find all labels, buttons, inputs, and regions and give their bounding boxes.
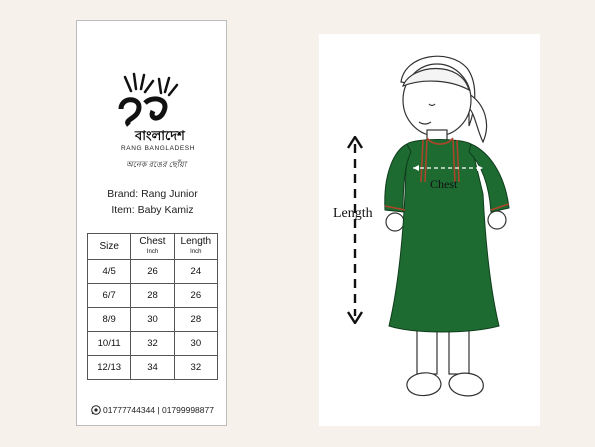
contact-numbers: 01777744344 | 01799998877: [103, 405, 214, 415]
logo-subtitle: RANG BANGLADESH: [121, 145, 196, 152]
header-unit: Inch: [146, 248, 159, 255]
cell-length: 26: [174, 284, 217, 308]
cell-chest: 26: [131, 260, 174, 284]
logo-bengali-text: বাংলাদেশ: [135, 129, 185, 144]
header-size: Size: [88, 234, 131, 260]
chest-label: Chest: [430, 177, 458, 191]
size-chart-tag: [76, 20, 227, 426]
cell-size: 4/5: [88, 260, 131, 284]
table-header-row: [88, 234, 218, 260]
length-arrow: [346, 136, 364, 324]
tagline: অনেক রঙের ছোঁয়া: [125, 160, 187, 169]
cell-size: 12/13: [88, 356, 131, 380]
brand-label: Brand: Rang Junior: [107, 188, 198, 200]
cell-size: 10/11: [88, 332, 131, 356]
cell-length: 32: [174, 356, 217, 380]
whatsapp-icon: [91, 405, 101, 415]
cell-size: 8/9: [88, 308, 131, 332]
item-label: Item: Baby Kamiz: [111, 204, 194, 216]
cell-length: 24: [174, 260, 217, 284]
cell-chest: 32: [131, 332, 174, 356]
header-chest: Chest Inch: [131, 234, 174, 260]
size-table: [87, 233, 218, 380]
length-label: Length: [333, 206, 373, 221]
cell-chest: 34: [131, 356, 174, 380]
header-unit: Inch: [190, 248, 202, 255]
cell-size: 6/7: [88, 284, 131, 308]
header-length: Length Inch: [174, 234, 217, 260]
cell-chest: 28: [131, 284, 174, 308]
cell-length: 30: [174, 332, 217, 356]
table-row: [88, 332, 218, 356]
contact-line: [77, 405, 228, 415]
table-row: [88, 284, 218, 308]
table-row: [88, 260, 218, 284]
rang-logo-icon: [109, 69, 199, 129]
cell-length: 28: [174, 308, 217, 332]
cell-chest: 30: [131, 308, 174, 332]
table-row: [88, 308, 218, 332]
table-row: [88, 356, 218, 380]
